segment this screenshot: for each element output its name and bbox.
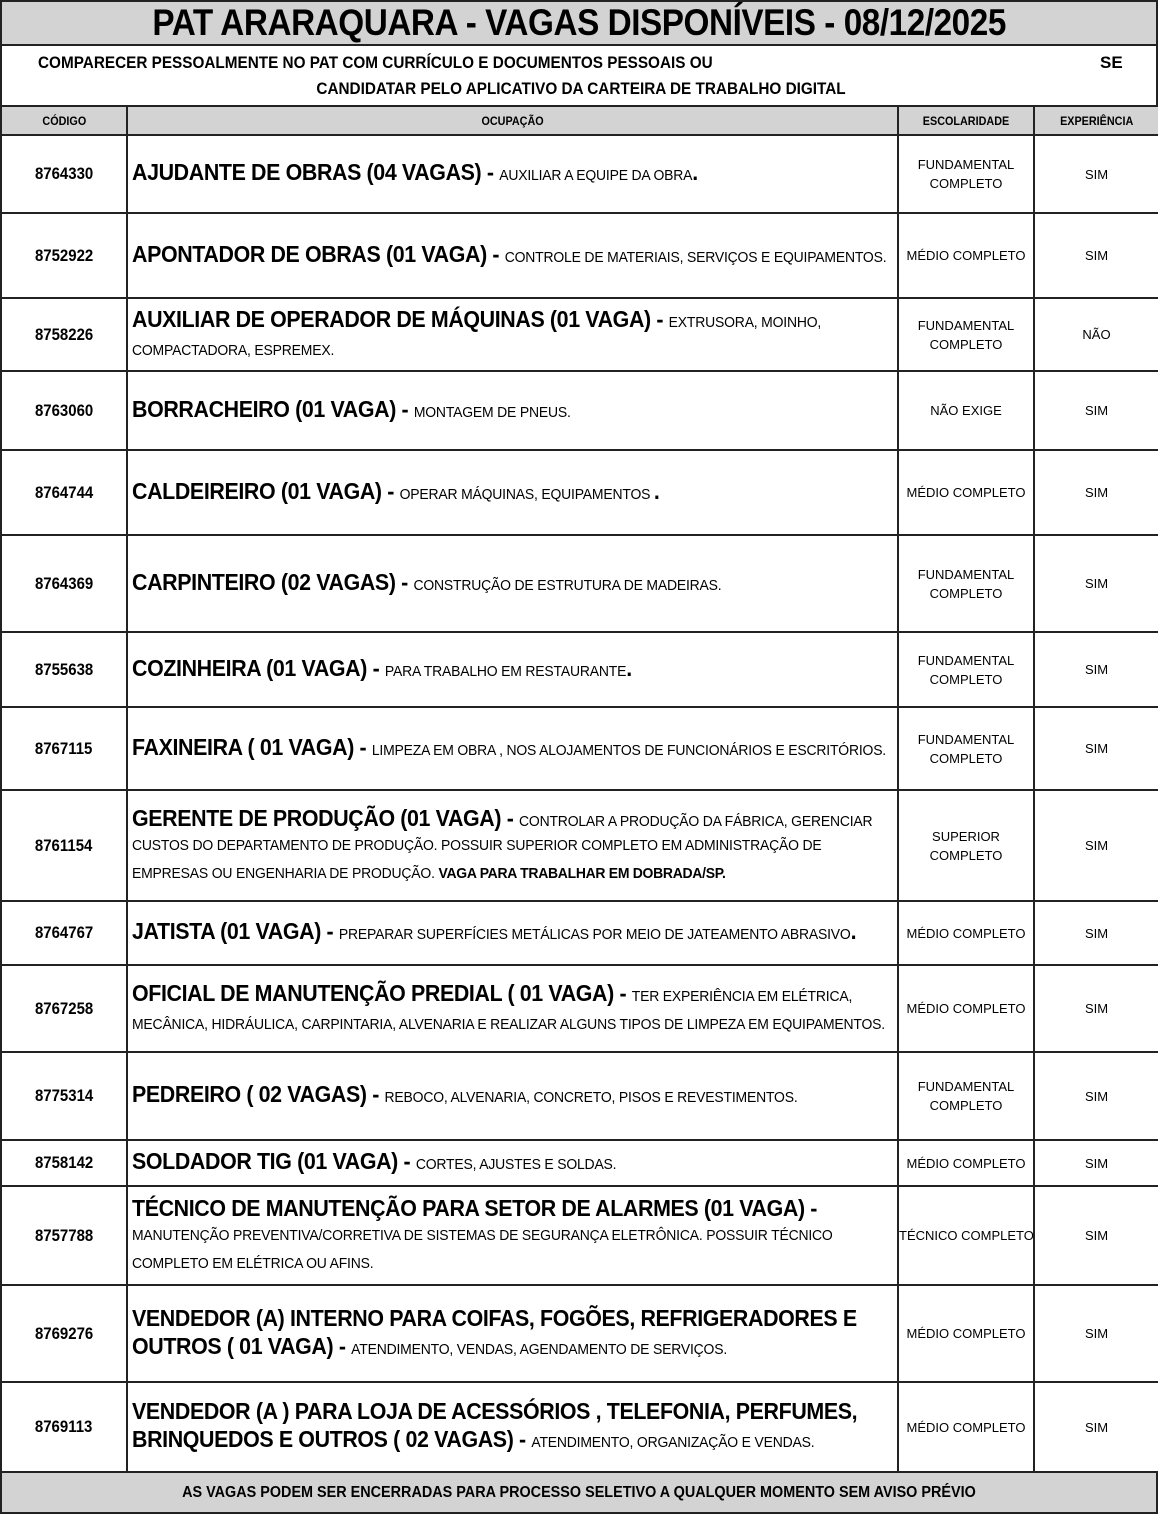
notice-line-2-wrap — [2, 79, 1158, 99]
job-code: 8757788 — [34, 1225, 94, 1245]
job-code: 8752922 — [34, 245, 94, 265]
occupation-title: GERENTE DE PRODUÇÃO (01 VAGA) - — [132, 804, 520, 831]
notice-se: SE — [1100, 53, 1123, 72]
experience-value: SIM — [1084, 485, 1109, 500]
notice-box — [0, 46, 1158, 105]
table-row — [1, 1382, 1158, 1472]
occupation-description: CONTROLAR A PRODUÇÃO DA FÁBRICA, GERENCIAR CUSTOS DO DEPARTAMENTO DE PRODUÇÃO. POSSUIR SUPERIOR COMPLETO EM ADMINISTRAÇÃO DE EMPRESAS OU ENGENHARIA DE PRODUÇÃO. — [132, 812, 873, 882]
occupation-text — [132, 160, 889, 188]
occupation-description: ATENDIMENTO, ORGANIZAÇÃO E VENDAS. — [531, 1434, 815, 1451]
table-row — [1, 632, 1158, 707]
education-value: MÉDIO COMPLETO — [906, 1419, 1026, 1435]
education-value: MÉDIO COMPLETO — [906, 248, 1026, 263]
job-code: 8769276 — [34, 1323, 94, 1343]
experience-cell — [1034, 901, 1158, 965]
occupation-text — [132, 242, 889, 270]
experience-value: SIM — [1084, 1088, 1109, 1104]
job-code: 8775314 — [34, 1086, 94, 1105]
occupation-text — [132, 397, 889, 425]
occupation-text — [132, 1399, 889, 1455]
education-value: FUNDAMENTAL COMPLETO — [917, 157, 1015, 191]
experience-cell — [1034, 707, 1158, 790]
education-value: NÃO EXIGE — [930, 403, 1002, 418]
table-row — [1, 450, 1158, 535]
column-header-experience: EXPERIÊNCIA — [1034, 106, 1158, 135]
education-cell — [898, 707, 1034, 790]
occupation-tail: . — [692, 159, 698, 185]
occupation-text — [132, 479, 889, 507]
education-cell — [898, 1186, 1034, 1285]
occupation-cell — [127, 1382, 898, 1472]
experience-value: SIM — [1084, 403, 1109, 418]
education-cell — [898, 450, 1034, 535]
table-row — [1, 1285, 1158, 1382]
column-header-occupation: OCUPAÇÃO — [127, 106, 898, 135]
occupation-cell — [127, 371, 898, 450]
occupation-description: LIMPEZA EM OBRA , NOS ALOJAMENTOS DE FUNCIONÁRIOS E ESCRITÓRIOS. — [371, 741, 887, 759]
education-cell — [898, 632, 1034, 707]
education-cell — [898, 901, 1034, 965]
occupation-title: AUXILIAR DE OPERADOR DE MÁQUINAS (01 VAGA) - — [132, 305, 669, 332]
occupation-text — [132, 981, 889, 1037]
table-row — [1, 707, 1158, 790]
occupation-text — [132, 1149, 889, 1177]
occupation-description: EXTRUSORA, MOINHO, COMPACTADORA, ESPREMEX. — [132, 313, 822, 359]
experience-cell — [1034, 1140, 1158, 1186]
job-code: 8767258 — [34, 998, 94, 1018]
table-row — [1, 901, 1158, 965]
experience-cell — [1034, 135, 1158, 213]
job-code: 8767115 — [35, 738, 93, 758]
job-code: 8758142 — [34, 1153, 94, 1172]
occupation-cell — [127, 535, 898, 632]
occupation-title: SOLDADOR TIG (01 VAGA) - — [132, 1148, 416, 1174]
table-row — [1, 213, 1158, 298]
table-row — [1, 535, 1158, 632]
education-cell — [898, 535, 1034, 632]
occupation-text — [132, 735, 889, 763]
education-value: FUNDAMENTAL COMPLETO — [917, 652, 1015, 687]
job-code: 8764744 — [34, 482, 94, 502]
job-code-cell — [1, 298, 127, 371]
experience-cell — [1034, 1052, 1158, 1140]
occupation-cell — [127, 901, 898, 965]
occupation-cell — [127, 450, 898, 535]
job-code: 8755638 — [34, 659, 94, 679]
education-cell — [898, 965, 1034, 1052]
occupation-description: AUXILIAR A EQUIPE DA OBRA — [499, 167, 693, 184]
occupation-tail: . — [850, 918, 857, 944]
table-row — [1, 790, 1158, 901]
experience-value: SIM — [1084, 1155, 1109, 1171]
job-code: 8763060 — [34, 400, 94, 420]
occupation-cell — [127, 790, 898, 901]
occupation-description: PREPARAR SUPERFÍCIES METÁLICAS POR MEIO DE JATEAMENTO ABRASIVO — [338, 926, 851, 943]
occupation-text — [132, 919, 889, 947]
occupation-description: PARA TRABALHO EM RESTAURANTE — [384, 662, 627, 680]
experience-cell — [1034, 1186, 1158, 1285]
education-cell — [898, 790, 1034, 901]
experience-value: SIM — [1084, 838, 1109, 853]
job-code-cell — [1, 901, 127, 965]
experience-cell — [1034, 1382, 1158, 1472]
education-value: TÉCNICO COMPLETO — [899, 1228, 1034, 1243]
education-cell — [898, 1052, 1034, 1140]
job-code-cell — [1, 1382, 127, 1472]
job-code: 8764767 — [34, 923, 94, 942]
job-code-cell — [1, 790, 127, 901]
experience-cell — [1034, 632, 1158, 707]
occupation-title: CALDEIREIRO (01 VAGA) - — [132, 477, 400, 504]
job-code-cell — [1, 135, 127, 213]
footer-disclaimer: AS VAGAS PODEM SER ENCERRADAS PARA PROCESSO SELETIVO A QUALQUER MOMENTO SEM AVISO PRÉVIO — [182, 1483, 976, 1501]
occupation-description: TER EXPERIÊNCIA EM ELÉTRICA, MECÂNICA, HIDRÁULICA, CARPINTARIA, ALVENARIA E REALIZAR ALGUNS TIPOS DE LIMPEZA EM EQUIPAMENTOS. — [132, 987, 885, 1033]
education-value: MÉDIO COMPLETO — [906, 925, 1026, 941]
experience-value: SIM — [1084, 741, 1109, 756]
occupation-title: COZINHEIRA (01 VAGA) - — [132, 654, 385, 681]
jobs-table-body — [1, 135, 1158, 1472]
education-cell — [898, 298, 1034, 371]
job-code-cell — [1, 965, 127, 1052]
occupation-cell — [127, 965, 898, 1052]
job-code-cell — [1, 707, 127, 790]
education-value: MÉDIO COMPLETO — [906, 1155, 1026, 1171]
occupation-title: CARPINTEIRO (02 VAGAS) - — [132, 568, 414, 595]
occupation-tail: . — [653, 477, 660, 504]
occupation-text — [132, 570, 889, 598]
job-code-cell — [1, 1186, 127, 1285]
table-header-row — [1, 106, 1158, 135]
education-cell — [898, 1382, 1034, 1472]
occupation-description-bold: VAGA PARA TRABALHAR EM DOBRADA/SP. — [438, 864, 726, 882]
page-title: PAT ARARAQUARA - VAGAS DISPONÍVEIS - 08/12/2025 — [152, 2, 1006, 43]
experience-value: SIM — [1084, 166, 1109, 182]
experience-cell — [1034, 450, 1158, 535]
occupation-text — [132, 1196, 889, 1276]
occupation-description: OPERAR MÁQUINAS, EQUIPAMENTOS — [399, 485, 654, 503]
experience-value: SIM — [1084, 1326, 1109, 1341]
occupation-cell — [127, 1285, 898, 1382]
column-header-code: CÓDIGO — [1, 106, 127, 135]
job-code-cell — [1, 450, 127, 535]
job-code-cell — [1, 371, 127, 450]
experience-value: SIM — [1084, 1419, 1109, 1435]
occupation-cell — [127, 632, 898, 707]
occupation-cell — [127, 298, 898, 371]
experience-value: SIM — [1084, 1001, 1109, 1016]
occupation-text — [132, 806, 889, 886]
job-code: 8769113 — [35, 1417, 93, 1436]
education-value: MÉDIO COMPLETO — [906, 1326, 1026, 1341]
notice-line-1: COMPARECER PESSOALMENTE NO PAT COM CURRÍCULO E DOCUMENTOS PESSOAIS OU — [38, 53, 713, 72]
experience-cell — [1034, 298, 1158, 371]
experience-value: NÃO — [1082, 327, 1111, 342]
jobs-table — [0, 105, 1158, 1473]
education-value: SUPERIOR COMPLETO — [929, 828, 1003, 863]
table-row — [1, 1186, 1158, 1285]
table-row — [1, 1140, 1158, 1186]
education-value: FUNDAMENTAL COMPLETO — [917, 566, 1015, 601]
job-code-cell — [1, 1052, 127, 1140]
occupation-description: CONSTRUÇÃO DE ESTRUTURA DE MADEIRAS. — [413, 576, 722, 594]
occupation-cell — [127, 1140, 898, 1186]
occupation-text — [132, 1306, 889, 1362]
table-row — [1, 298, 1158, 371]
occupation-title: VENDEDOR (A ) PARA LOJA DE ACESSÓRIOS , TELEFONIA, PERFUMES, BRINQUEDOS E OUTROS ( 02 VAGAS) - — [132, 1398, 858, 1452]
table-row — [1, 965, 1158, 1052]
experience-cell — [1034, 213, 1158, 298]
education-cell — [898, 1285, 1034, 1382]
job-code-cell — [1, 213, 127, 298]
occupation-cell — [127, 1186, 898, 1285]
table-row — [1, 1052, 1158, 1140]
experience-cell — [1034, 1285, 1158, 1382]
education-value: MÉDIO COMPLETO — [906, 1001, 1026, 1016]
occupation-title: OFICIAL DE MANUTENÇÃO PREDIAL ( 01 VAGA) - — [132, 979, 632, 1006]
job-code-cell — [1, 535, 127, 632]
experience-cell — [1034, 535, 1158, 632]
occupation-text — [132, 1082, 889, 1110]
job-code-cell — [1, 1140, 127, 1186]
notice-line-2: CANDIDATAR PELO APLICATIVO DA CARTEIRA DE TRABALHO DIGITAL — [316, 79, 846, 98]
footer-band — [0, 1471, 1158, 1514]
occupation-text — [132, 307, 889, 363]
occupation-title: BORRACHEIRO (01 VAGA) - — [132, 395, 414, 422]
education-value: FUNDAMENTAL COMPLETO — [917, 731, 1015, 766]
occupation-description: MONTAGEM DE PNEUS. — [413, 403, 571, 421]
occupation-tail: . — [626, 654, 632, 681]
occupation-description: MANUTENÇÃO PREVENTIVA/CORRETIVA DE SISTEMAS DE SEGURANÇA ELETRÔNICA. POSSUIR TÉCNICO COMPLETO EM ELÉTRICA OU AFINS. — [132, 1226, 833, 1272]
job-code: 8764369 — [34, 573, 94, 593]
experience-cell — [1034, 371, 1158, 450]
education-value: MÉDIO COMPLETO — [906, 485, 1026, 500]
occupation-title: PEDREIRO ( 02 VAGAS) - — [132, 1081, 385, 1107]
table-row — [1, 371, 1158, 450]
occupation-description: CONTROLE DE MATERIAIS, SERVIÇOS E EQUIPAMENTOS. — [504, 248, 887, 266]
title-band — [0, 0, 1158, 46]
occupation-description: ATENDIMENTO, VENDAS, AGENDAMENTO DE SERVIÇOS. — [351, 1340, 728, 1358]
job-code: 8764330 — [34, 164, 94, 183]
education-value: FUNDAMENTAL COMPLETO — [917, 1079, 1015, 1113]
education-cell — [898, 213, 1034, 298]
job-code: 8761154 — [35, 835, 93, 855]
occupation-cell — [127, 707, 898, 790]
occupation-title: VENDEDOR (A) INTERNO PARA COIFAS, FOGÕES, REFRIGERADORES E OUTROS ( 01 VAGA) - — [132, 1304, 857, 1359]
education-cell — [898, 1140, 1034, 1186]
column-header-education: ESCOLARIDADE — [898, 106, 1034, 135]
occupation-cell — [127, 1052, 898, 1140]
experience-value: SIM — [1084, 925, 1109, 941]
occupation-cell — [127, 213, 898, 298]
experience-value: SIM — [1084, 576, 1109, 591]
education-cell — [898, 135, 1034, 213]
job-code-cell — [1, 1285, 127, 1382]
occupation-title: TÉCNICO DE MANUTENÇÃO PARA SETOR DE ALARMES (01 VAGA) - — [132, 1194, 818, 1221]
experience-cell — [1034, 790, 1158, 901]
occupation-title: AJUDANTE DE OBRAS (04 VAGAS) - — [132, 159, 500, 185]
table-row — [1, 135, 1158, 213]
education-cell — [898, 371, 1034, 450]
occupation-description: CORTES, AJUSTES E SOLDAS. — [415, 1156, 617, 1173]
occupation-cell — [127, 135, 898, 213]
education-value: FUNDAMENTAL COMPLETO — [917, 317, 1015, 352]
job-code-cell — [1, 632, 127, 707]
occupation-text — [132, 656, 889, 684]
experience-value: SIM — [1084, 662, 1109, 677]
experience-cell — [1034, 965, 1158, 1052]
experience-value: SIM — [1084, 1228, 1109, 1243]
occupation-title: APONTADOR DE OBRAS (01 VAGA) - — [132, 240, 505, 267]
job-code: 8758226 — [34, 324, 94, 344]
occupation-title: FAXINEIRA ( 01 VAGA) - — [132, 733, 372, 760]
occupation-title: JATISTA (01 VAGA) - — [132, 918, 339, 944]
experience-value: SIM — [1084, 248, 1109, 263]
occupation-description: REBOCO, ALVENARIA, CONCRETO, PISOS E REVESTIMENTOS. — [384, 1089, 798, 1106]
